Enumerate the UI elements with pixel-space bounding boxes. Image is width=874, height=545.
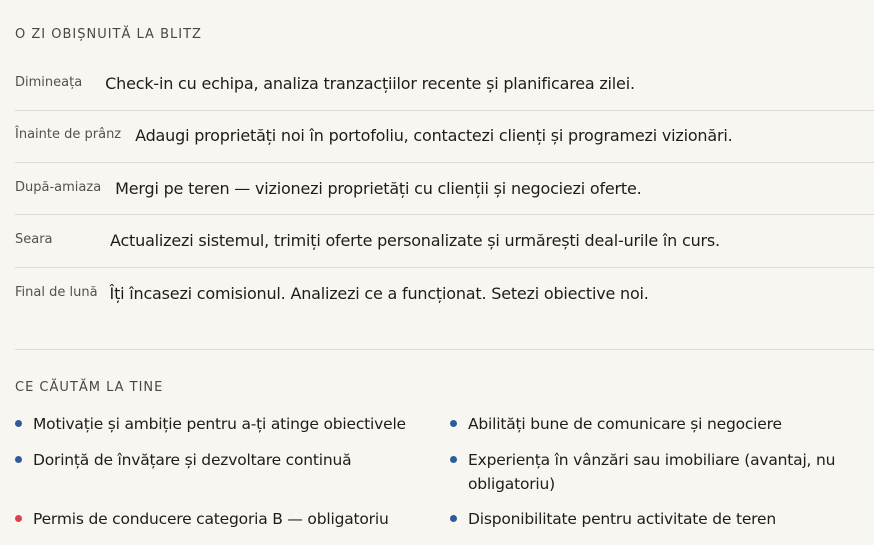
requirement-item: Permis de conducere categoria B — obligatoriu <box>15 507 435 531</box>
section-divider <box>15 349 874 350</box>
divider <box>15 110 874 111</box>
day-row-time: După-amiaza <box>15 180 102 195</box>
divider <box>15 267 874 268</box>
divider <box>15 214 874 215</box>
bullet-dot-icon <box>450 456 457 463</box>
day-row-before-lunch <box>15 126 874 145</box>
day-row-time: Final de lună <box>15 285 98 300</box>
day-row-description: Check-in cu echipa, analiza tranzacțiilor recente și planificarea zilei. <box>105 74 635 93</box>
bullet-dot-icon <box>450 420 457 427</box>
requirement-item: Motivație și ambiție pentru a-ți atinge obiectivele <box>15 412 435 436</box>
divider <box>15 162 874 163</box>
requirements-section-heading: CE CĂUTĂM LA TINE <box>15 380 164 395</box>
day-row-month-end <box>15 284 874 303</box>
day-row-description: Mergi pe teren — vizionezi proprietăți cu clienții și negociezi oferte. <box>115 179 642 198</box>
requirement-item: Dorință de învățare și dezvoltare continuă <box>15 448 435 472</box>
requirement-item: Disponibilitate pentru activitate de teren <box>450 507 870 531</box>
day-row-afternoon <box>15 179 874 198</box>
bullet-dot-icon <box>450 515 457 522</box>
bullet-dot-icon <box>15 420 22 427</box>
bullet-dot-icon <box>15 515 22 522</box>
day-row-time: Dimineața <box>15 75 83 90</box>
day-row-description: Actualizezi sistemul, trimiți oferte personalizate și urmărești deal-urile în curs. <box>110 231 720 250</box>
day-row-time: Seara <box>15 232 53 247</box>
day-row-evening <box>15 231 874 250</box>
day-section-heading: O ZI OBIȘNUITĂ LA BLITZ <box>15 27 202 42</box>
bullet-dot-icon <box>15 456 22 463</box>
requirement-item: Experiența în vânzări sau imobiliare (avantaj, nu obligatoriu) <box>450 448 850 496</box>
day-row-time: Înainte de prânz <box>15 127 122 142</box>
day-row-morning <box>15 74 874 93</box>
day-row-description: Adaugi proprietăți noi în portofoliu, contactezi clienți și programezi vizionări. <box>135 126 733 145</box>
requirement-item: Abilități bune de comunicare și negociere <box>450 412 870 436</box>
day-row-description: Îți încasezi comisionul. Analizezi ce a funcționat. Setezi obiective noi. <box>109 284 649 303</box>
